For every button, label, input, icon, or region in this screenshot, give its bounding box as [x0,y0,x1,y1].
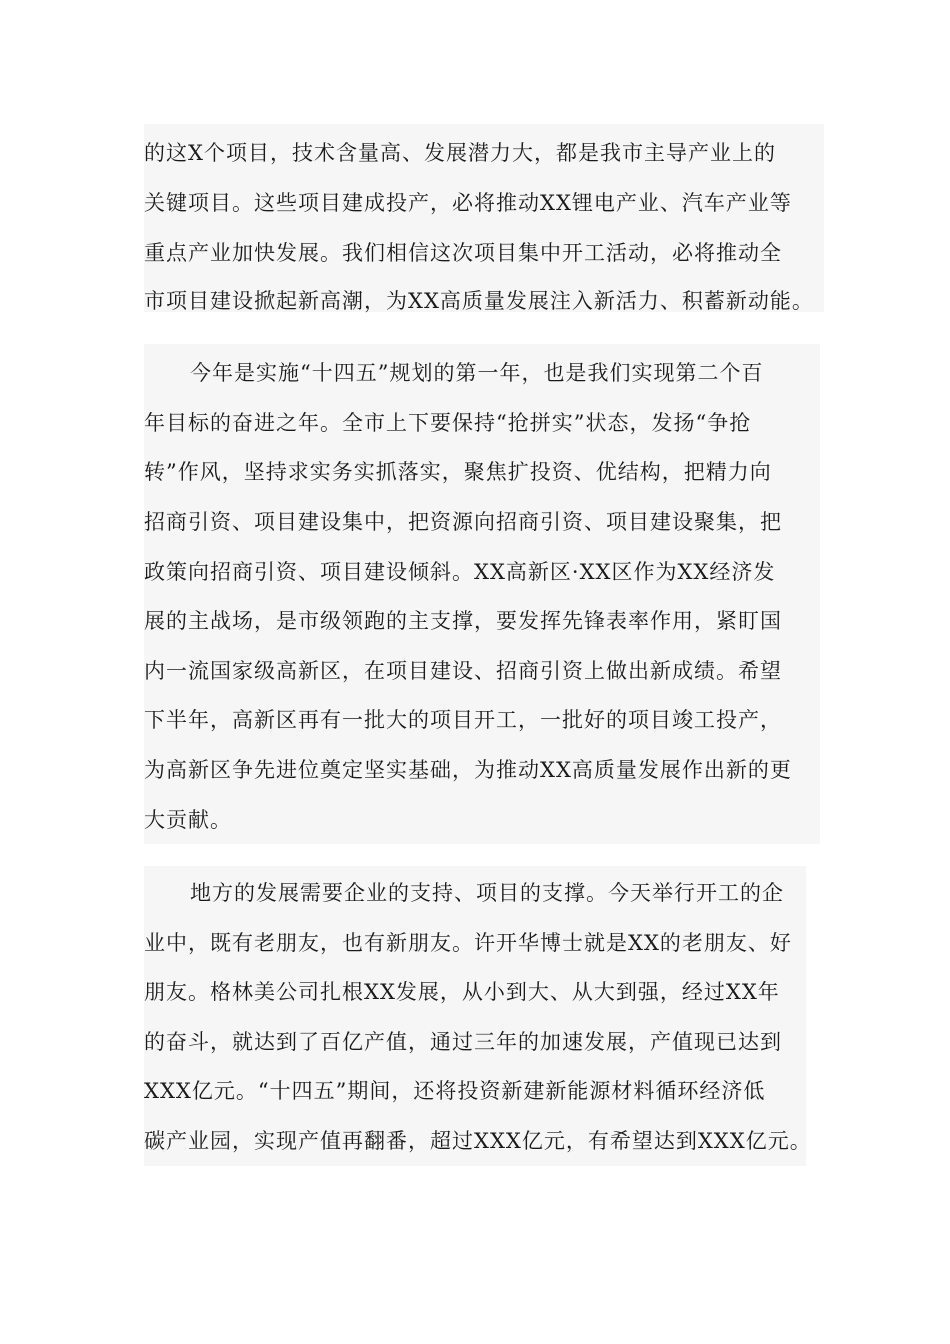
text-line: 招商引资、项目建设集中，把资源向招商引资、项目建设聚集，把 [144,510,782,534]
text-line: 市项目建设掀起新高潮，为XX高质量发展注入新活力、积蓄新动能。 [144,289,814,313]
text-line: 关键项目。这些项目建成投产，必将推动XX锂电产业、汽车产业等 [144,191,792,215]
text-line: 年目标的奋进之年。全市上下要保持“抢拼实”状态，发扬“争抢 [144,411,752,435]
text-line: 政策向招商引资、项目建设倾斜。XX高新区·XX区作为XX经济发 [144,560,776,584]
paragraph-3 [144,866,812,1166]
text-line: 重点产业加快发展。我们相信这次项目集中开工活动，必将推动全 [144,241,782,265]
text-line: 业中，既有老朋友，也有新朋友。许开华博士就是XX的老朋友、好 [144,931,792,955]
paragraph-2 [144,344,820,844]
text-line: 转”作风，坚持求实务实抓落实，聚焦扩投资、优结构，把精力向 [144,460,772,484]
text-line: 下半年，高新区再有一批大的项目开工，一批好的项目竣工投产， [144,708,782,732]
text-line: 内一流国家级高新区，在项目建设、招商引资上做出新成绩。希望 [144,659,782,683]
text-line: 朋友。格林美公司扎根XX发展，从小到大、从大到强，经过XX年 [144,980,780,1004]
text-line: 为高新区争先进位奠定坚实基础，为推动XX高质量发展作出新的更 [144,758,792,782]
text-line: 的这X个项目，技术含量高、发展潜力大，都是我市主导产业上的 [144,141,776,165]
text-line: 今年是实施“十四五”规划的第一年，也是我们实现第二个百 [190,361,764,385]
text-line: 地方的发展需要企业的支持、项目的支撑。今天举行开工的企 [190,881,784,905]
paragraph-1 [144,124,824,312]
text-line: 大贡献。 [144,808,232,832]
text-line: 的奋斗，就达到了百亿产值，通过三年的加速发展，产值现已达到 [144,1030,782,1054]
text-line: 展的主战场，是市级领跑的主支撑，要发挥先锋表率作用，紧盯国 [144,609,782,633]
text-line: 碳产业园，实现产值再翻番，超过XXX亿元，有希望达到XXX亿元。 [144,1129,812,1153]
text-line: XXX亿元。“十四五”期间，还将投资新建新能源材料循环经济低 [144,1079,766,1103]
